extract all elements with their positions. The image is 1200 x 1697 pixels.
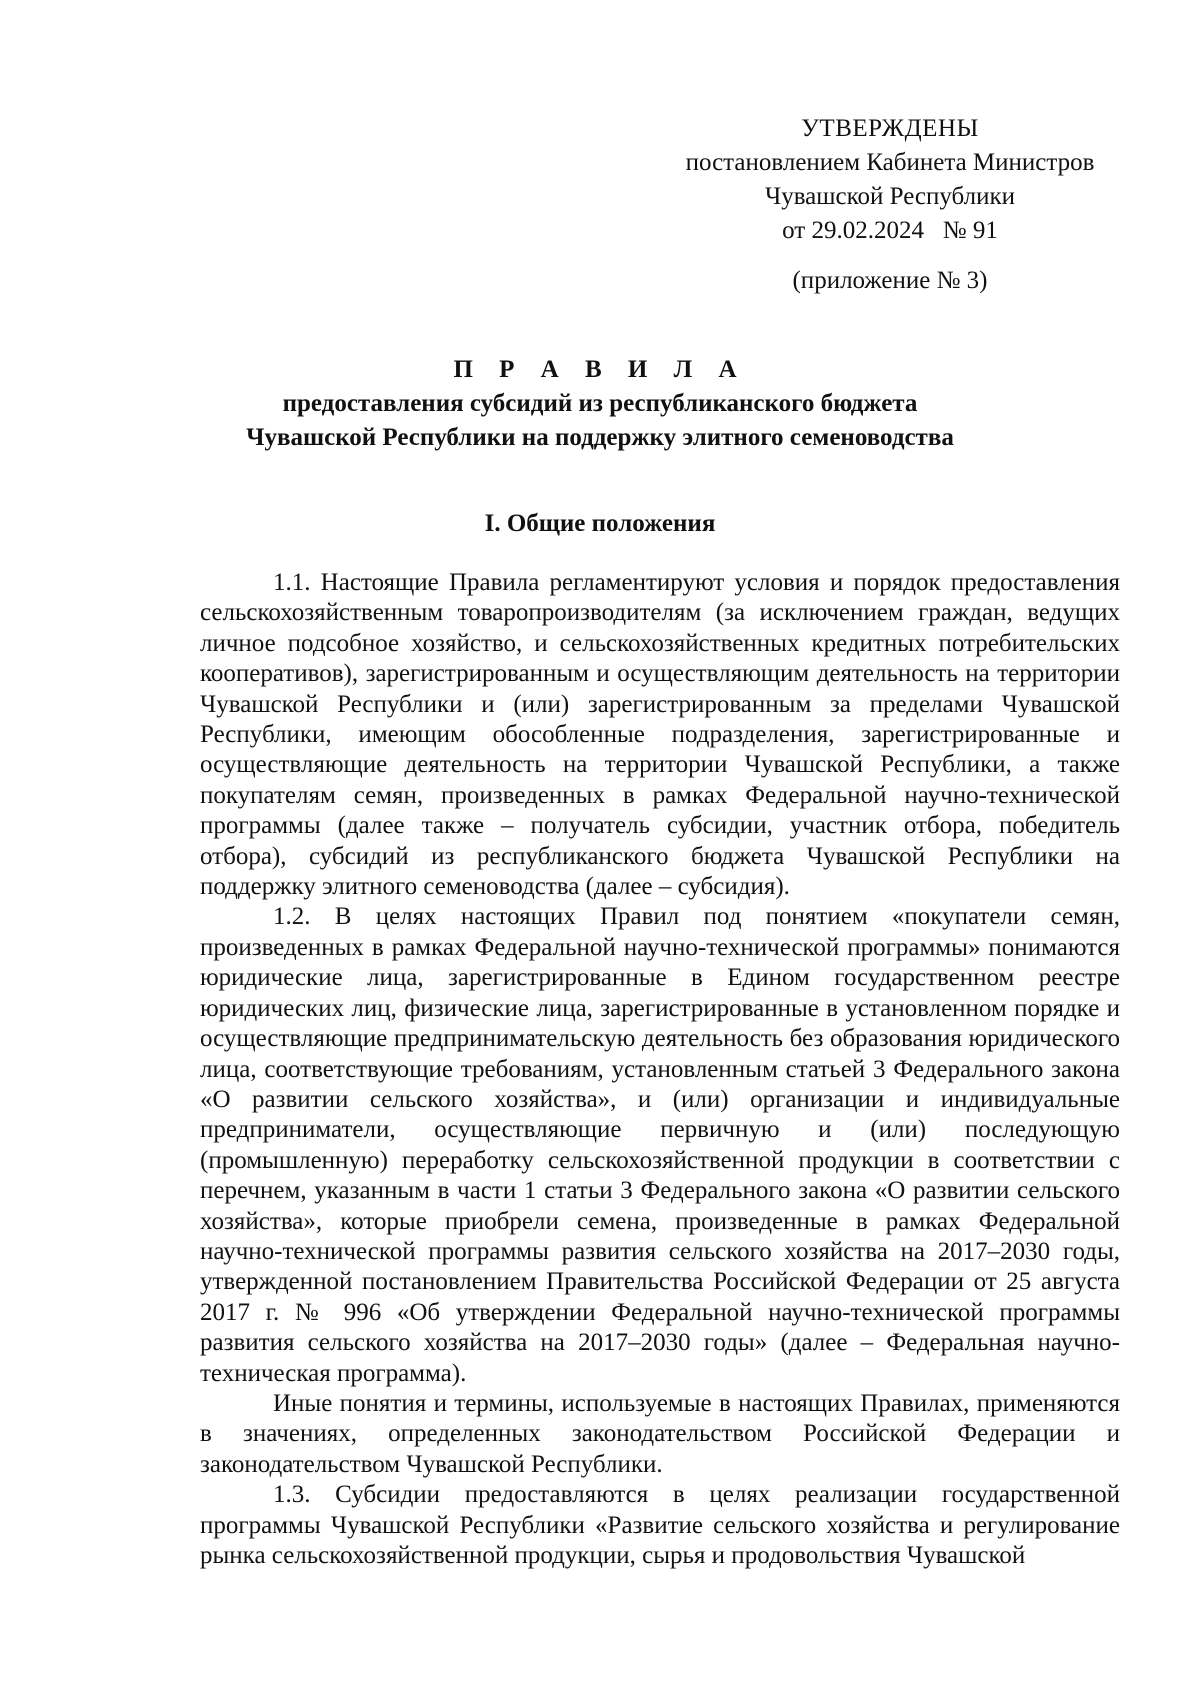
approval-line-3: от 29.02.2024 № 91 xyxy=(782,217,998,244)
paragraph-1-2: 1.2. В целях настоящих Правил под понятием «покупатели семян, произведенных в рамках Федеральной научно-технической программы» понимаются юридические лица, зарегистрированные в Едином государственном реестре юридических лиц, физические лица, зарегистрированные в установленном порядке и осуществляющие предпринимательскую деятельность без образования юридического лица, соответствующие требованиям, установленным статьей 3 Федерального закона «О развитии сельского хозяйства», и (или) организации и индивидуальные предприниматели, осуществляющие первичную и (или) последующую (промышленную) переработку сельскохозяйственной продукции в соответствии с перечнем, указанным в части 1 статьи 3 Федерального закона «О развитии сельского хозяйства», которые приобрели семена, произведенные в рамках Федеральной научно-технической программы развития сельского хозяйства на 2017–2030 годы, утвержденной постановлением Правительства Российской Федерации от 25 августа 2017 г. № 996 «Об утверждении Федеральной научно-технической программы развития сельского хозяйства на 2017–2030 годы» (далее – Федеральная научно-техническая программа). xyxy=(200,903,1120,1387)
approval-line-1: постановлением Кабинета Министров xyxy=(685,149,1095,176)
title-line-2: Чувашской Республики на поддержку элитного семеноводства xyxy=(246,424,954,451)
title-main: П Р А В И Л А xyxy=(453,356,747,383)
approval-line-2: Чувашской Республики xyxy=(764,183,1016,210)
paragraph-1-1: 1.1. Настоящие Правила регламентируют условия и порядок предоставления сельскохозяйственным товаропроизводителям (за исключением граждан, ведущих личное подсобное хозяйство, и сельскохозяйственных кредитных потребительских кооперативов), зарегистрированным и осуществляющим деятельность на территории Чувашской Республики и (или) зарегистрированным за пределами Чувашской Республики, имеющим обособленные подразделения, зарегистрированные и осуществляющие деятельность на территории Чувашской Республики, а также покупателям семян, произведенных в рамках Федеральной научно-технической программы (далее также – получатель субсидии, участник отбора, победитель отбора), субсидий из республиканского бюджета Чувашской Республики на поддержку элитного семеноводства (далее – субсидия). xyxy=(200,569,1120,901)
title-line-1: предоставления субсидий из республиканского бюджета xyxy=(282,390,918,417)
appendix-note: (приложение № 3) xyxy=(792,267,988,294)
approval-stamp-block xyxy=(660,112,1120,248)
paragraph-1-3: 1.3. Субсидии предоставляются в целях реализации государственной программы Чувашской Республики «Развитие сельского хозяйства и регулирование рынка сельскохозяйственной продукции, сырья и продовольствия Чувашской xyxy=(200,1481,1120,1569)
document-title xyxy=(160,353,1040,455)
paragraph-terms: Иные понятия и термины, используемые в настоящих Правилах, применяются в значениях, определенных законодательством Российской Федерации и законодательством Чувашской Республики. xyxy=(200,1389,1120,1478)
approval-heading: УТВЕРЖДЕНЫ xyxy=(801,115,979,142)
body-text xyxy=(200,568,1120,1571)
section-title: I. Общие положения xyxy=(484,510,716,537)
